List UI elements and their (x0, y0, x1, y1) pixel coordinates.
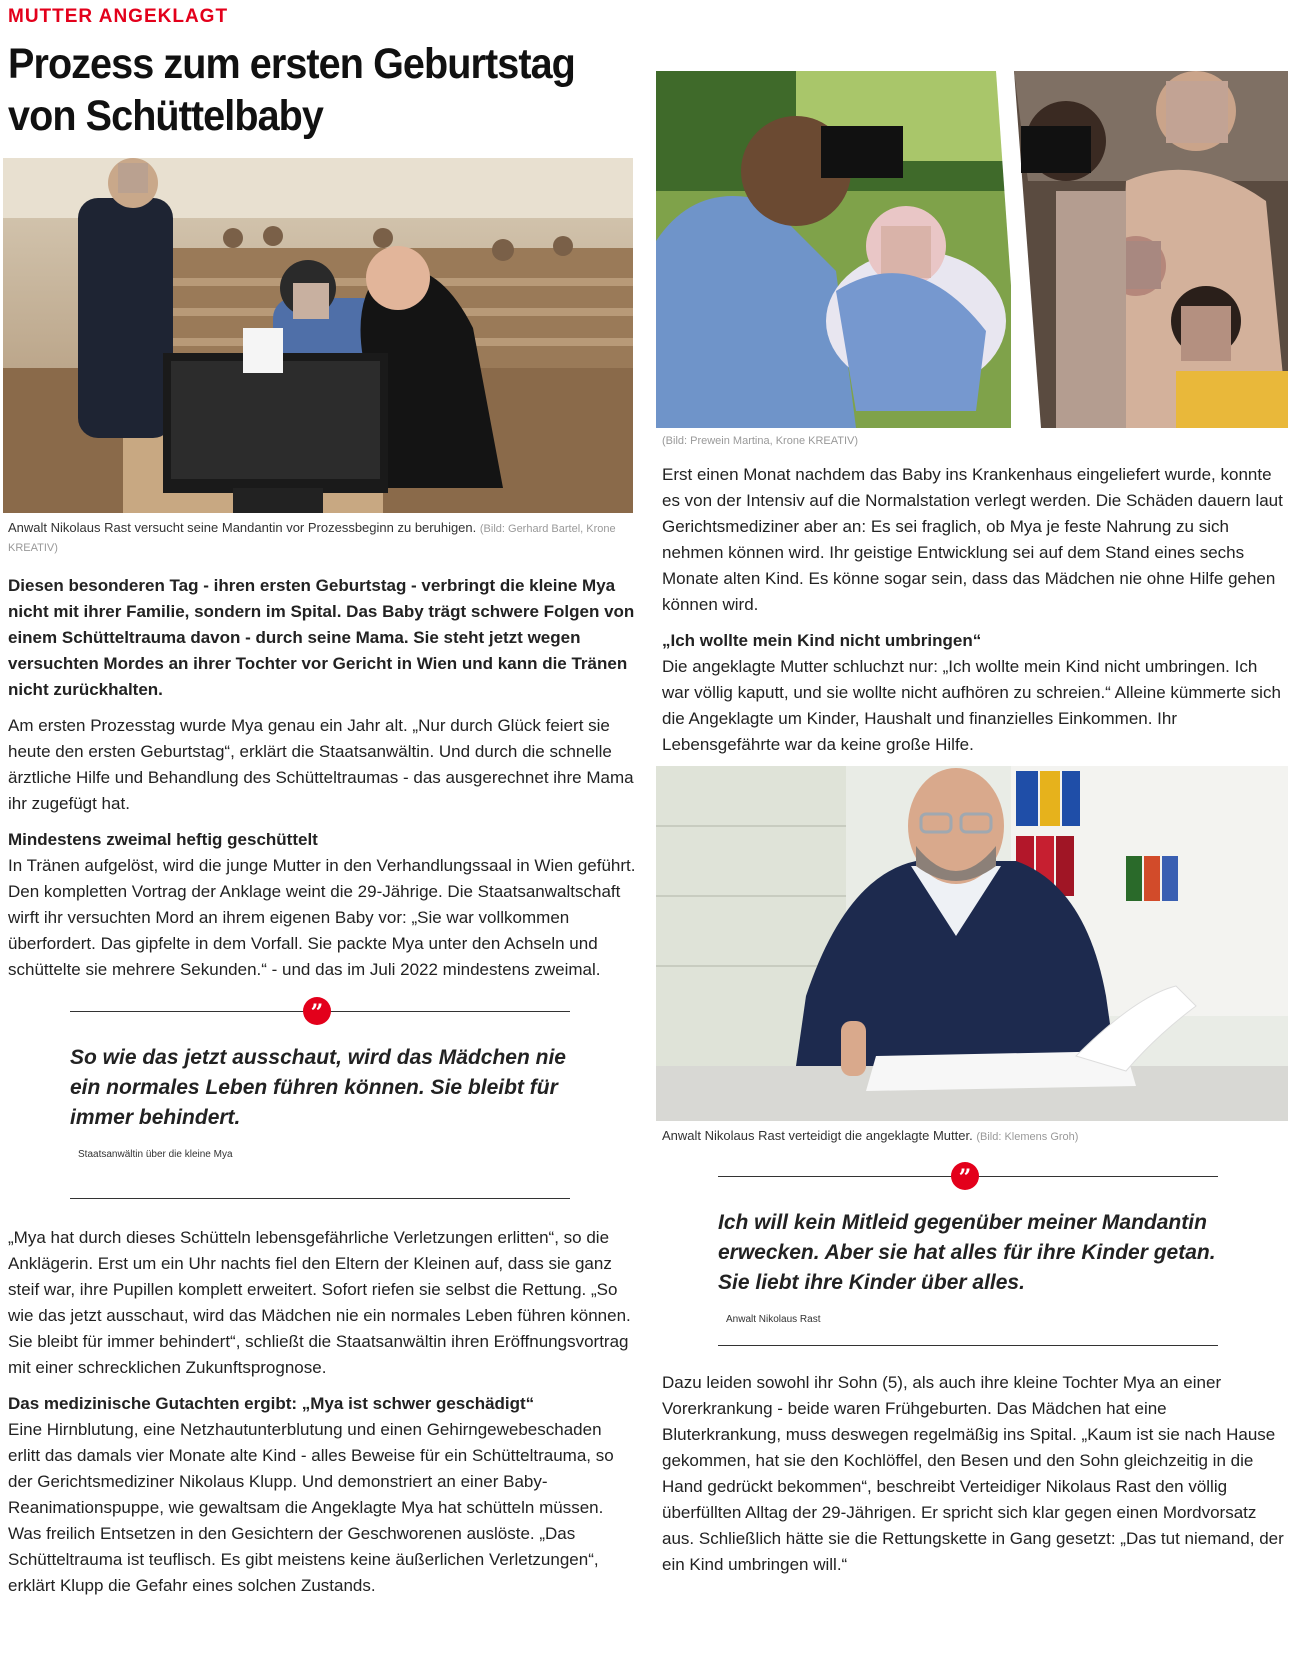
photo1-caption (8, 519, 638, 557)
courtroom-photo[interactable] (3, 158, 633, 513)
family-photo-image (656, 71, 1288, 428)
pull-quote-1 (8, 1000, 638, 1199)
article-lead: Diesen besonderen Tag - ihren ersten Geburtstag - verbringt die kleine Mya nicht mit ihrer Familie, sondern im Spital. Das Baby trägt schwere Folgen von einem Schütteltrauma davon - durch seine Mama. Sie steht jetzt wegen versuchten Mordes an ihrer Tochter vor Gericht in Wien und kann die Tränen nicht zurückhalten. (8, 576, 635, 699)
subhead-1: Mindestens zweimal heftig geschüttelt (8, 830, 318, 849)
paragraph-7: Dazu leiden sowohl ihr Sohn (5), als auch ihre kleine Tochter Mya an einer Vorerkrankung - beide waren Frühgeburten. Das Mädchen hat eine Bluterkrankung, muss deswegen regelmäßig ins Spital. „Kaum ist sie nach Hause gekommen, hat sie den Kochlöffel, den Besen und den Sohn gleichzeitig in die Hand gedrückt bekommen“, beschreibt Verteidiger Nikolaus Rast den völlig überfüllten Alltag der 29-Jährigen. Er spricht sich klar gegen einen Mordvorsatz aus. Schließlich hätte sie die Rettungskette in Gang gesetzt: „Das tut niemand, der ein Kind umbringen will.“ (662, 1373, 1284, 1574)
quote1-source: Staatsanwältin über die kleine Mya (78, 1149, 233, 1160)
photo3-credit: (Bild: Klemens Groh) (976, 1131, 1079, 1143)
right-text-block-1 (656, 462, 1288, 758)
lawyer-photo-image (656, 766, 1288, 1121)
photo1-credit: (Bild: Gerhard Bartel, Krone KREATIV) (8, 523, 616, 554)
paragraph-2: In Tränen aufgelöst, wird die junge Mutter in den Verhandlungssaal in Wien geführt. Den kompletten Vortrag der Anklage weint die 29-Jährige. Die Staatsanwaltschaft wirft ihr versuchten Mord an ihrem eigenen Baby vor: „Sie war vollkommen überfordert. Das gipfelte in dem Vorfall. Sie packte Mya unter den Achseln und schüttelte sie mehrere Sekunden.“ - und das im Juli 2022 mindestens zweimal. (8, 856, 636, 979)
quote1-text: So wie das jetzt ausschaut, wird das Mädchen nie ein normales Leben führen können. Sie bleibt für immer behindert. (70, 1046, 566, 1129)
photo2-credit: (Bild: Prewein Martina, Krone KREATIV) (662, 435, 859, 447)
article-headline: Prozess zum ersten Geburtstag von Schüttelbaby (8, 40, 575, 140)
paragraph-4: Eine Hirnblutung, eine Netzhautunterblutung und einen Gehirngewebeschaden erlitt das damals vier Monate alte Kind - alles Beweise für ein Schütteltrauma, so der Gerichtsmediziner Nikolaus Klupp. Und demonstriert an einer Baby-Reanimationspuppe, wie gewaltsam die Angeklagte Mya hat schütteln müssen. Was freilich Entsetzen in den Gesichtern der Geschworenen auslöste. „Das Schütteltrauma ist teuflisch. Es gibt meistens keine äußerlichen Verletzungen“, erklärt Klupp die Gefahr eines solchen Zustands. (8, 1420, 614, 1595)
subhead-2: Das medizinische Gutachten ergibt: „Mya ist schwer geschädigt“ (8, 1394, 535, 1413)
paragraph-3: „Mya hat durch dieses Schütteln lebensgefährliche Verletzungen erlitten“, so die Anklägerin. Erst um ein Uhr nachts fiel den Eltern der Kleinen auf, dass sie ganz steif war, ihre Pupillen komplett erweitert. Sofort riefen sie selbst die Rettung. „So wie das jetzt ausschaut, wird das Mädchen nie ein normales Leben führen können. Sie bleibt für immer behindert“, schließt die Staatsanwältin ihren Eröffnungsvortrag mit einer schrecklichen Zukunftsprognose. (8, 1228, 631, 1377)
pull-quote-2 (656, 1165, 1288, 1346)
photo2-caption (656, 431, 1288, 450)
quote2-mark-icon: ” (951, 1162, 979, 1190)
quote-divider-bottom (70, 1198, 570, 1199)
paragraph-6: Die angeklagte Mutter schluchzt nur: „Ich wollte mein Kind nicht umbringen. Ich war völlig kaputt, und sie wollte nicht aufhören zu schreien.“ Alleine kümmerte sich die Angeklagte um Kinder, Haushalt und finanzielles Einkommen. Ihr Lebensgefährte war da keine große Hilfe. (662, 657, 1281, 754)
subhead-3: „Ich wollte mein Kind nicht umbringen“ (662, 631, 982, 650)
lawyer-photo[interactable] (656, 766, 1288, 1121)
right-text-block-2 (656, 1370, 1288, 1578)
family-photo[interactable] (656, 71, 1288, 428)
article-kicker: MUTTER ANGEKLAGT (8, 6, 229, 27)
left-column (8, 0, 638, 1599)
paragraph-1: Am ersten Prozesstag wurde Mya genau ein Jahr alt. „Nur durch Glück feiert sie heute den ersten Geburtstag“, erklärt die Staatsanwältin. Und durch die schnelle ärztliche Hilfe und Behandlung des Schütteltraumas - das ausgerechnet ihre Mama ihr zugefügt hat. (8, 716, 634, 813)
paragraph-5: Erst einen Monat nachdem das Baby ins Krankenhaus eingeliefert wurde, konnte es von der Intensiv auf die Normalstation verlegt werden. Die Schäden dauern laut Gerichtsmediziner aber an: Es sei fraglich, ob Mya je feste Nahrung zu sich nehmen können wird. Ihr geistige Entwicklung sei auf dem Stand eines sechs Monate alten Kind. Es könne sogar sein, dass das Mädchen nie ohne Hilfe gehen können wird. (662, 465, 1283, 614)
quote2-source: Anwalt Nikolaus Rast (726, 1314, 821, 1325)
photo1-caption-text: Anwalt Nikolaus Rast versucht seine Mandantin vor Prozessbeginn zu beruhigen. (8, 520, 477, 535)
photo3-caption-text: Anwalt Nikolaus Rast verteidigt die angeklagte Mutter. (662, 1128, 973, 1143)
quote2-text: Ich will kein Mitleid gegenüber meiner Mandantin erwecken. Aber sie hat alles für ihre Kinder getan. Sie liebt ihre Kinder über alles. (718, 1211, 1216, 1294)
right-column (656, 0, 1288, 1578)
quote-mark-icon: ” (303, 997, 331, 1025)
photo3-caption (656, 1127, 1288, 1146)
quote2-divider-bottom (718, 1345, 1218, 1346)
courtroom-photo-image (3, 158, 633, 513)
